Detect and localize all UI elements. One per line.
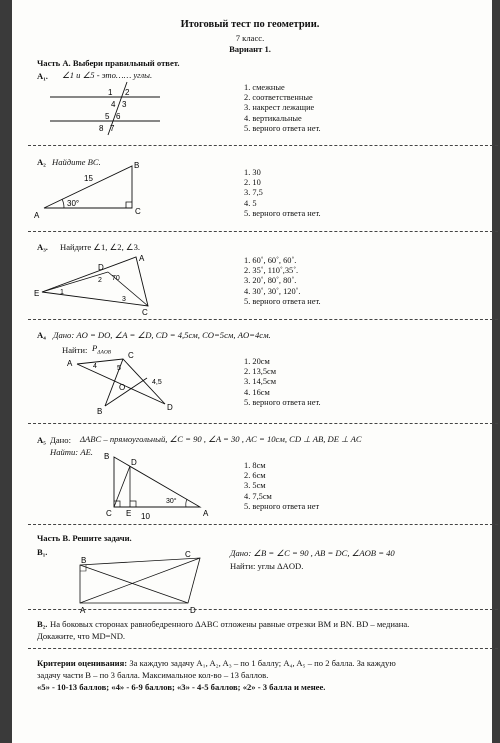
a1-fig-label: 5 xyxy=(105,112,110,121)
b2-label: B₂. xyxy=(37,619,48,629)
answer-option[interactable]: 5. верного ответа нет. xyxy=(244,208,321,218)
divider xyxy=(28,524,498,525)
a5-fig-label: 30° xyxy=(166,498,177,505)
a3-fig-label: 3 xyxy=(122,296,126,303)
a1-fig-label: 3 xyxy=(122,100,127,109)
criteria-line1 xyxy=(37,658,396,668)
a3-fig-label: C xyxy=(142,308,148,317)
answer-option[interactable]: 2. 35˚, 110˚,35˚. xyxy=(244,266,299,276)
a5-fig-label: D xyxy=(131,458,137,467)
a5-given: ΔABC – прямоугольный, ∠C = 90 , ∠A = 30 , AC = 10см, CD ⊥ AB, DE ⊥ AC xyxy=(80,434,362,444)
a4-fig-label: 4 xyxy=(93,363,97,370)
criteria-line3: «5» - 10-13 баллов; «4» - 6-9 баллов; «3» - 4-5 баллов; «2» - 3 балла и менее. xyxy=(37,682,326,692)
a3-fig-label: 2 xyxy=(98,277,102,284)
b1-label: B₁. xyxy=(37,547,48,557)
a1-answer-list xyxy=(244,83,321,134)
a5-fig-label: A xyxy=(203,509,209,518)
a5-label: A₅ xyxy=(37,435,46,445)
a4-fig-label: 4,5 xyxy=(152,379,162,386)
a1-label: A₁. xyxy=(37,71,48,81)
criteria-text: За каждую задачу A₁, A₂, A₃ – по 1 баллу; A₄, A₅ – по 2 балла. За каждую xyxy=(129,658,396,668)
a1-question: ∠1 и ∠5 - это…… углы. xyxy=(62,70,153,80)
criteria-line2: задачу части В – по 3 балла. Максимальное кол-во – 13 баллов. xyxy=(37,670,269,680)
b1-fig-label: C xyxy=(185,550,191,559)
a1-fig-label: 1 xyxy=(108,88,113,97)
a5-given-prefix: Дано: xyxy=(50,435,71,445)
a1-fig-label: 6 xyxy=(116,112,121,121)
a5-fig-label: B xyxy=(104,452,110,461)
answer-option[interactable]: 3. 5см xyxy=(244,481,266,491)
answer-option[interactable]: 4. 16см xyxy=(244,387,270,397)
answer-option[interactable]: 4. вертикальные xyxy=(244,113,302,123)
a4-fig-label: 5 xyxy=(117,365,121,372)
a3-triangle-figure xyxy=(34,254,158,317)
answer-option[interactable]: 5. верного ответа нет. xyxy=(244,397,321,407)
b1-fig-label: B xyxy=(81,556,87,565)
a4-fig-label: O xyxy=(119,383,126,392)
b1-fig-label: A xyxy=(80,606,86,615)
divider xyxy=(28,423,498,424)
answer-option[interactable]: 5. верного ответа нет. xyxy=(244,123,321,133)
answer-option[interactable]: 1. 30 xyxy=(244,168,261,177)
divider xyxy=(28,319,498,320)
a2-fig-label: 15 xyxy=(84,174,93,183)
answer-option[interactable]: 3. 20˚, 80˚, 80˚. xyxy=(244,276,297,286)
answer-option[interactable]: 2. 6см xyxy=(244,471,266,481)
a3-answer-list xyxy=(244,256,321,307)
answer-option[interactable]: 3. 14,5см xyxy=(244,377,277,387)
b1-find: Найти: углы ΔAOD. xyxy=(230,561,304,571)
a4-fig-label: D xyxy=(167,403,173,412)
answer-option[interactable]: 2. 13,5см xyxy=(244,367,277,377)
a5-fig-label: C xyxy=(106,509,112,518)
a3-fig-label: D xyxy=(98,263,104,272)
a2-fig-label: A xyxy=(34,211,40,220)
grade-label: 7 класс. xyxy=(235,33,265,43)
a4-fig-label: B xyxy=(97,407,103,416)
a2-fig-label: C xyxy=(135,207,141,216)
answer-option[interactable]: 3. 7,5 xyxy=(244,188,263,198)
a3-fig-label: 1 xyxy=(60,289,64,296)
b2-text-line2: Докажите, что MD=ND. xyxy=(37,631,126,641)
a4-given: Дано: AO = DO, ∠A = ∠D, CD = 4,5см, CO=5см, AO=4см. xyxy=(53,330,271,340)
perimeter-subscript: ΔAOB xyxy=(97,349,112,356)
a1-fig-label: 7 xyxy=(110,124,115,133)
a5-find: Найти: AE. xyxy=(50,447,93,457)
divider xyxy=(28,609,498,610)
a1-fig-label: 2 xyxy=(125,88,130,97)
answer-option[interactable]: 4. 7,5см xyxy=(244,491,272,501)
a5-answer-list xyxy=(244,461,319,512)
a1-fig-label: 8 xyxy=(99,124,104,133)
test-title: Итоговый тест по геометрии. xyxy=(180,19,320,30)
divider xyxy=(28,231,498,232)
a1-parallel-lines-figure xyxy=(50,80,160,140)
answer-option[interactable]: 2. соответственные xyxy=(244,93,313,103)
answer-option[interactable]: 1. смежные xyxy=(244,83,285,92)
b1-given: Дано: ∠B = ∠C = 90 , AB = DC, ∠AOB = 40 xyxy=(230,548,395,558)
a3-fig-label: A xyxy=(139,254,145,263)
part-a-title: Часть А. Выбери правильный ответ. xyxy=(37,58,180,68)
a3-question: Найдите ∠1, ∠2, ∠3. xyxy=(60,242,141,252)
a5-fig-label: E xyxy=(126,509,132,518)
a2-fig-label: B xyxy=(134,161,140,170)
answer-option[interactable]: 5. верного ответа нет xyxy=(244,501,320,511)
a4-find-label: Найти: xyxy=(62,345,88,355)
answer-option[interactable]: 3. накрест лежащие xyxy=(244,103,315,113)
criteria-heading: Критерии оценивания: xyxy=(37,658,128,668)
a2-question: Найдите BC. xyxy=(52,157,101,167)
answer-option[interactable]: 1. 8см xyxy=(244,461,266,470)
a5-right-triangle-figure xyxy=(100,452,220,521)
divider xyxy=(28,648,498,649)
answer-option[interactable]: 1. 60˚, 60˚, 60˚. xyxy=(244,256,297,265)
a3-fig-label: 70 xyxy=(112,275,120,282)
divider xyxy=(28,145,498,146)
a2-fig-label: 30° xyxy=(67,199,80,208)
a4-fig-label: A xyxy=(67,359,73,368)
b1-fig-label: D xyxy=(190,606,196,615)
part-b-title: Часть В. Решите задачи. xyxy=(37,533,132,543)
a4-label: A₄ xyxy=(37,330,46,340)
answer-option[interactable]: 5. верного ответа нет. xyxy=(244,296,321,306)
variant-label: Вариант 1. xyxy=(229,44,271,54)
a2-label: A₂ xyxy=(37,157,46,167)
a1-fig-label: 4 xyxy=(111,100,116,109)
a5-fig-label: 10 xyxy=(141,512,150,521)
a2-answer-list xyxy=(244,168,321,219)
answer-option[interactable]: 4. 5 xyxy=(244,198,257,208)
b2-text-line1: На боковых сторонах равнобедренного ΔABC отложены равные отрезки BM и BN. BD – медиана. xyxy=(50,619,410,629)
a4-fig-label: C xyxy=(128,351,134,360)
a3-fig-label: E xyxy=(34,289,40,298)
answer-option[interactable]: 1. 20см xyxy=(244,357,270,366)
answer-option[interactable]: 2. 10 xyxy=(244,178,261,188)
perimeter-symbol: P xyxy=(92,343,98,353)
a3-label: A₃. xyxy=(37,242,48,252)
answer-option[interactable]: 4. 30˚, 30˚, 120˚. xyxy=(244,286,301,296)
a4-answer-list xyxy=(244,357,321,408)
